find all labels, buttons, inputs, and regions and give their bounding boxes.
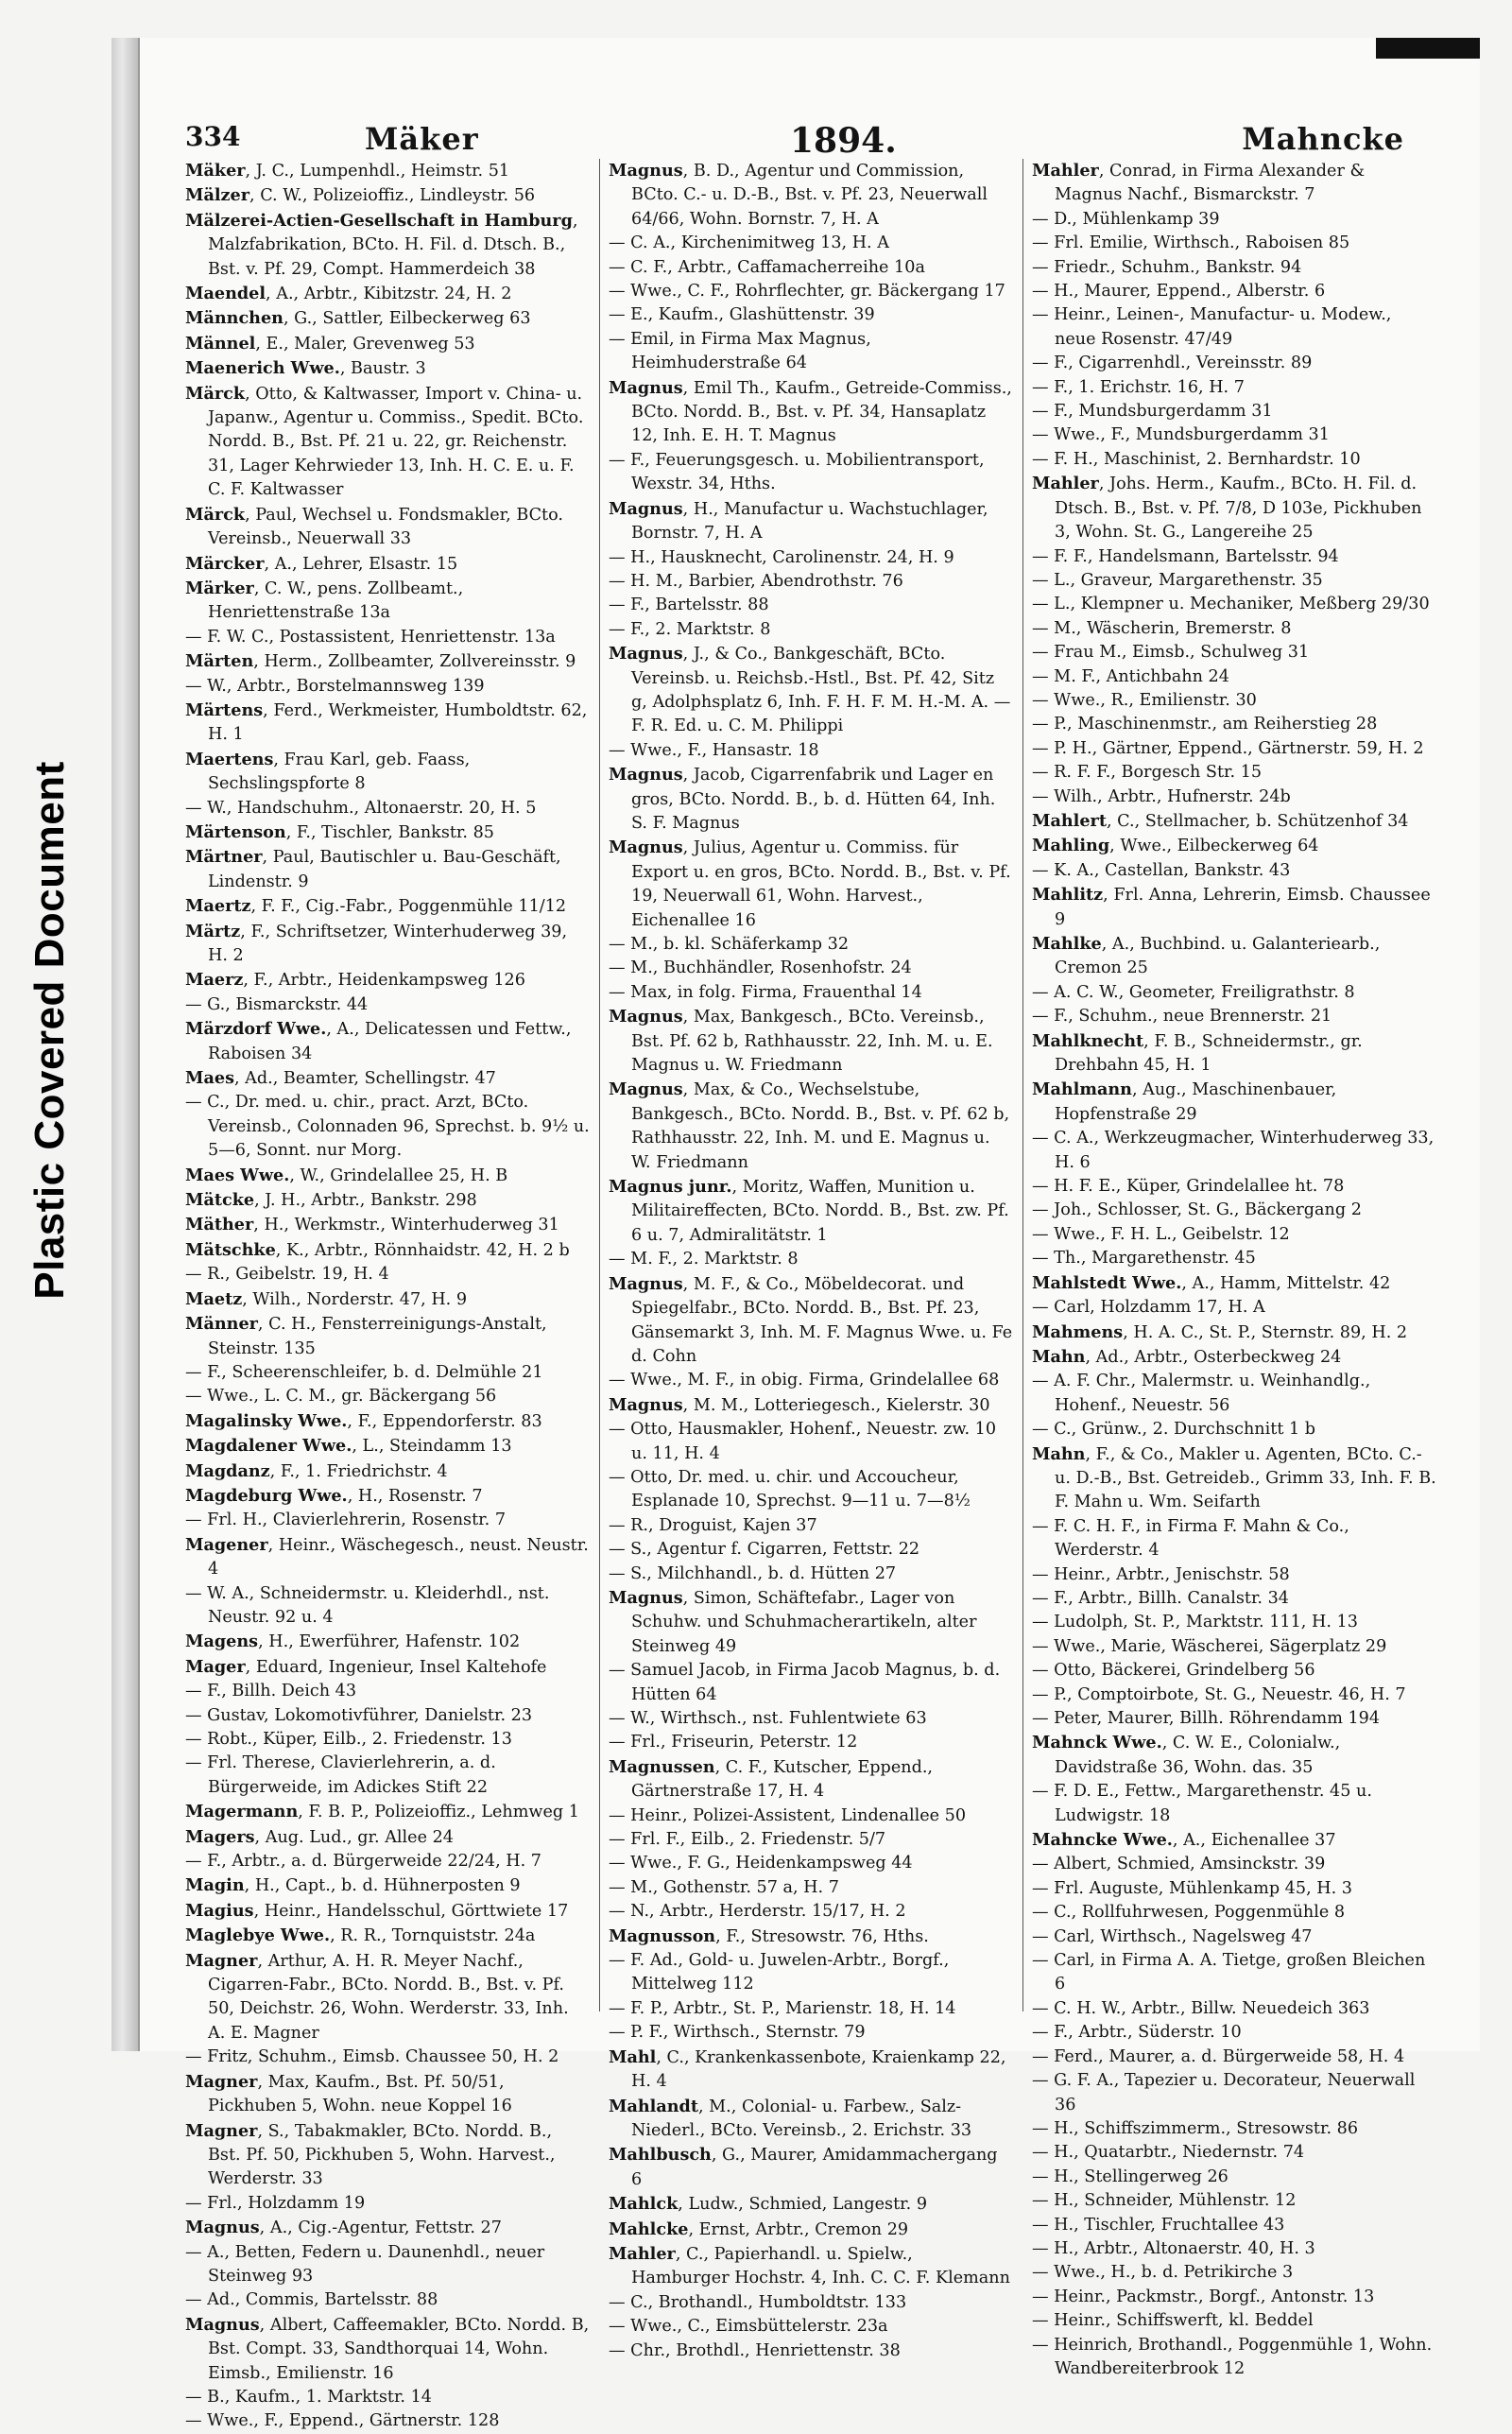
directory-entry: Magius, Heinr., Handelsschul, Görttwiete 17 [185,1900,569,1921]
page-number: 334 [185,121,241,152]
directory-entry: Männel, E., Maler, Grevenweg 53 [185,333,475,354]
directory-entry: — Otto, Bäckerei, Grindelberg 56 [1032,1661,1315,1681]
side-label-text: Plastic Covered Document [26,761,73,1300]
directory-entry: Magnus, Max, Bankgesch., BCto. Vereinsb., Bst. Pf. 62 b, Rathhausstr. 22, Inh. M. u. E. Magnus u. W. Friedmann [609,1007,993,1076]
entry-name: Mahn [1032,1443,1086,1464]
directory-entry: — K. A., Castellan, Bankstr. 43 [1032,860,1291,880]
directory-entry: Maertz, F. F., Cig.-Fabr., Poggenmühle 11/12 [185,896,567,917]
directory-entry: Magermann, F. B. P., Polizeioffiz., Lehmweg 1 [185,1802,579,1822]
directory-entry: — F., Billh. Deich 43 [185,1682,357,1701]
entry-name: Maertens [185,749,274,769]
entry-name: Männel [185,333,256,354]
directory-entry: Magnus, Jacob, Cigarrenfabrik und Lager en gros, BCto. Nordd. B., b. d. Hütten 64, Inh. S. F. Magnus [609,765,996,833]
entry-name: Märck [185,383,246,404]
directory-entry: — L., Graveur, Margarethenstr. 35 [1032,570,1323,590]
directory-entry: — Heinr., Polizei-Assistent, Lindenallee 50 [609,1805,967,1825]
directory-entry: Magalinsky Wwe., F., Eppendorferstr. 83 [185,1410,542,1431]
entry-name: Magin [185,1875,245,1896]
directory-entry: Mahlert, C., Stellmacher, b. Schützenhof 34 [1032,810,1409,831]
directory-entry: — F. W. C., Postassistent, Henriettenstr. 13a [185,627,556,647]
directory-entry: — Ad., Commis, Bartelsstr. 88 [185,2290,438,2310]
entry-name: Mahlbusch [609,2145,712,2166]
column-divider [1022,159,1023,2011]
directory-entry: Magdeburg Wwe., H., Rosenstr. 7 [185,1485,483,1506]
directory-entry: Magnus junr., Moritz, Waffen, Munition u. Militaireffecten, BCto. Nordd. B., Bst. zw. Pf. 6 u. 7, Admiralitätstr. 1 [609,1177,1009,1245]
directory-entry: — Gustav, Lokomotivführer, Danielstr. 23 [185,1705,533,1725]
directory-entry: — H. F. E., Küper, Grindelallee ht. 78 [1032,1177,1345,1197]
directory-entry: — Heinr., Schiffswerft, kl. Beddel [1032,2311,1314,2331]
column-divider [599,159,600,2011]
directory-entry: Mälzerei-Actien-Gesellschaft in Hamburg, Malzfabrikation, BCto. H. Fil. d. Dtsch. B., Bst. v. Pf. 29, Compt. Hammerdeich 38 [185,210,578,279]
directory-entry: Märtner, Paul, Bautischler u. Bau-Geschäft, Lindenstr. 9 [185,847,561,891]
column-2 [609,159,1013,2360]
entry-name: Magnus [609,765,683,785]
entry-name: Märzdorf Wwe. [185,1019,327,1040]
directory-entry: — P., Maschinenmstr., am Reiherstieg 28 [1032,715,1378,734]
entry-name: Magius [185,1900,254,1921]
directory-entry: — P., Comptoirbote, St. G., Neuestr. 46, H. 7 [1032,1684,1406,1704]
directory-entry: — F., 2. Marktstr. 8 [609,619,771,639]
entry-name: Mahlert [1032,810,1107,831]
entry-name: Märtenson [185,821,286,842]
directory-entry: Maetz, Wilh., Norderstr. 47, H. 9 [185,1288,468,1309]
directory-entry: — Wwe., Marie, Wäscherei, Sägerplatz 29 [1032,1636,1387,1656]
directory-entry: — Wwe., R., Emilienstr. 30 [1032,690,1257,710]
entry-name: Mätcke [185,1190,255,1211]
entry-name: Magdeburg Wwe. [185,1485,348,1506]
directory-entry: — S., Agentur f. Cigarren, Fettstr. 22 [609,1540,920,1560]
entry-name: Mahler [609,2243,676,2264]
header-left-keyword: Mäker [365,121,479,157]
directory-entry: Magner, S., Tabakmakler, BCto. Nordd. B., Bst. Pf. 50, Pickhuben 5, Wohn. Harvest., Werderstr. 33 [185,2120,556,2189]
corner-mark [1376,38,1480,59]
directory-entry: — Otto, Hausmakler, Hohenf., Neuestr. zw. 10 u. 11, H. 4 [609,1420,997,1463]
directory-entry: Magnus, M. F., & Co., Möbeldecorat. und Spiegelfabr., BCto. Nordd. B., Bst. Pf. 23, Gänsemarkt 3, Inh. M. F. Magnus Wwe. u. Fe d. Cohn [609,1273,1013,1366]
directory-entry: Magnus, Albert, Caffeemakler, BCto. Nordd. B, Bst. Compt. 33, Sandthorquai 14, Wohn. Eimsb., Emilienstr. 16 [185,2314,590,2383]
directory-entry: Märker, C. W., pens. Zollbeamt., Henriettenstraße 13a [185,578,464,623]
directory-entry: — G., Bismarckstr. 44 [185,994,369,1014]
directory-entry: — Carl, Holzdamm 17, H. A [1032,1298,1265,1318]
directory-entry: — Wilh., Arbtr., Hufnerstr. 24b [1032,786,1291,806]
entry-name: Mager [185,1656,246,1677]
directory-entry: Märtens, Ferd., Werkmeister, Humboldtstr. 62, H. 1 [185,699,588,745]
entry-name: Maes [185,1068,234,1089]
directory-entry: — Frl. Therese, Clavierlehrerin, a. d. Bürgerweide, im Adickes Stift 22 [185,1753,496,1797]
entry-name: Märker [185,578,254,598]
directory-entry: — C., Dr. med. u. chir., pract. Arzt, BCto. Vereinsb., Colonnaden 96, Sprechst. b. 9½ u. 5—6, Sonnt. nur Morg. [185,1093,590,1161]
directory-entry: — H. M., Barbier, Abendrothstr. 76 [609,571,903,591]
directory-entry: Männer, C. H., Fensterreinigungs-Anstalt, Steinstr. 135 [185,1314,547,1358]
directory-entry: — D., Mühlenkamp 39 [1032,209,1220,229]
directory-entry: Mahmens, H. A. C., St. P., Sternstr. 89, H. 2 [1032,1321,1408,1342]
directory-entry: Märck, Paul, Wechsel u. Fondsmakler, BCto. Vereinsb., Neuerwall 33 [185,504,564,549]
directory-entry: — A., Betten, Federn u. Daunenhdl., neuer Steinweg 93 [185,2242,545,2286]
entry-name: Mahlcke [609,2218,689,2239]
directory-entry: Mahler, Conrad, in Firma Alexander & Magnus Nachf., Bismarckstr. 7 [1032,161,1366,205]
directory-entry: — A. F. Chr., Malermstr. u. Weinhandlg., Hohenf., Neuestr. 56 [1032,1372,1371,1415]
directory-entry: — F., Mundsburgerdamm 31 [1032,402,1273,422]
entry-name: Mahler [1032,474,1099,494]
directory-entry: — Chr., Brothdl., Henriettenstr. 38 [609,2340,901,2360]
entry-name: Magermann [185,1802,299,1822]
directory-entry: Magnus, Simon, Schäftefabr., Lager von Schuhw. und Schuhmacherartikeln, alter Steinweg 49 [609,1587,977,1656]
directory-entry: Mätcke, J. H., Arbtr., Bankstr. 298 [185,1190,477,1211]
directory-entry: — Wwe., H., b. d. Petrikirche 3 [1032,2263,1294,2283]
entry-name: Magner [185,2071,258,2092]
directory-entry: Magener, Heinr., Wäschegesch., neust. Neustr. 4 [185,1534,589,1580]
entry-name: Mahlke [1032,934,1102,954]
directory-entry: — M. F., 2. Marktstr. 8 [609,1250,799,1269]
directory-entry: — Carl, Wirthsch., Nagelsweg 47 [1032,1926,1313,1946]
entry-name: Märtens [185,699,264,720]
directory-entry: — C., Grünw., 2. Durchschnitt 1 b [1032,1420,1316,1440]
directory-entry: — C., Brothandl., Humboldtstr. 133 [609,2292,907,2312]
directory-entry: — R., Droguist, Kajen 37 [609,1515,817,1535]
entry-name: Mahlstedt Wwe. [1032,1272,1182,1293]
entry-name: Märten [185,651,254,672]
directory-entry: — W., Wirthsch., nst. Fuhlentwiete 63 [609,1709,927,1728]
directory-entry: — F. F., Handelsmann, Bartelsstr. 94 [1032,546,1339,566]
directory-columns [185,159,1442,2431]
entry-name: Männchen [185,308,284,329]
directory-entry: — Emil, in Firma Max Magnus, Heimhuderstraße 64 [609,329,871,373]
entry-name: Märtner [185,847,263,868]
directory-entry: — F., Arbtr., a. d. Bürgerweide 22/24, H. 7 [185,1852,541,1872]
entry-name: Magnus [609,644,683,665]
directory-entry: — Frl., Holzdamm 19 [185,2193,366,2213]
directory-entry: Maenerich Wwe., Baustr. 3 [185,358,426,379]
directory-entry: Mahlitz, Frl. Anna, Lehrerin, Eimsb. Chaussee 9 [1032,885,1431,929]
entry-name: Maertz [185,896,251,917]
directory-entry: — F. H., Maschinist, 2. Bernhardstr. 10 [1032,449,1361,469]
directory-entry: Mahlbusch, G., Maurer, Amidammachergang 6 [609,2145,998,2189]
entry-name: Magner [185,1950,258,1971]
directory-entry: — R. F. F., Borgesch Str. 15 [1032,763,1263,783]
entry-name: Mahling [1032,836,1110,856]
directory-entry: Magnusson, F., Stresowstr. 76, Hths. [609,1925,929,1946]
directory-entry: Mahlknecht, F. B., Schneidermstr., gr. Drehbahn 45, H. 1 [1032,1030,1363,1076]
directory-entry: Magdanz, F., 1. Friedrichstr. 4 [185,1460,448,1481]
directory-entry: Mahlmann, Aug., Maschinenbauer, Hopfenstraße 29 [1032,1079,1337,1124]
directory-entry: — H., Arbtr., Altonaerstr. 40, H. 3 [1032,2238,1315,2258]
directory-entry: — H., Quatarbtr., Niedernstr. 74 [1032,2143,1305,2163]
entry-name: Mahlck [609,2194,679,2215]
directory-entry: Mahlandt, M., Colonial- u. Farbew., Salz- Niederl., BCto. Vereinsb., 2. Erichstr. 33 [609,2096,972,2140]
directory-entry: — Otto, Dr. med. u. chir. und Accoucheur, Esplanade 10, Sprechst. 9—11 u. 7—8½ [609,1467,971,1511]
directory-entry: — Heinr., Leinen-, Manufactur- u. Modew., neue Rosenstr. 47/49 [1032,305,1392,349]
directory-entry: Maes Wwe., W., Grindelallee 25, H. B [185,1165,508,1185]
directory-entry: — C. F., Arbtr., Caffamacherreihe 10a [609,257,925,277]
entry-name: Mälzer [185,185,250,206]
directory-entry: — N., Arbtr., Herderstr. 15/17, H. 2 [609,1902,906,1922]
directory-entry: — Wwe., F., Mundsburgerdamm 31 [1032,425,1330,445]
entry-name: Magnus junr. [609,1177,732,1198]
directory-entry: — C. A., Kirchenimitweg 13, H. A [609,233,889,253]
directory-entry: — B., Kaufm., 1. Marktstr. 14 [185,2387,433,2407]
directory-entry: Magnus, Julius, Agentur u. Commiss. für Export u. en gros, BCto. Nordd. B., Bst. v. Pf. 19, Neuerwall 61, Wohn. Harvest., Eichenallee 16 [609,837,1011,930]
directory-entry: — Max, in folg. Firma, Frauenthal 14 [609,982,922,1002]
entry-name: Mätschke [185,1239,276,1260]
entry-name: Magdanz [185,1460,270,1481]
directory-entry: — H., Schiffszimmerm., Stresowstr. 86 [1032,2118,1359,2138]
directory-entry: Mäther, H., Werkmstr., Winterhuderweg 31 [185,1215,559,1235]
directory-entry: — C., Rollfuhrwesen, Poggenmühle 8 [1032,1903,1346,1923]
directory-entry: Magnus, H., Manufactur u. Wachstuchlager, Bornstr. 7, H. A [609,498,988,544]
directory-entry: — C. H. W., Arbtr., Billw. Neuedeich 363 [1032,1998,1370,2018]
directory-entry: — F., 1. Erichstr. 16, H. 7 [1032,377,1245,397]
directory-entry: — S., Milchhandl., b. d. Hütten 27 [609,1563,897,1583]
directory-entry: — M., Wäscherin, Bremerstr. 8 [1032,618,1292,638]
directory-entry: Mahl, C., Krankenkassenbote, Kraienkamp 22, H. 4 [609,2046,1006,2092]
directory-entry: — W., Handschuhm., Altonaerstr. 20, H. 5 [185,798,537,818]
directory-entry: — H., Stellingerweg 26 [1032,2166,1228,2186]
directory-entry: — Carl, in Firma A. A. Tietge, großen Bleichen 6 [1032,1951,1426,1994]
directory-entry: — Wwe., C. F., Rohrflechter, gr. Bäckergang 17 [609,282,1005,302]
directory-entry: Magnus, Max, & Co., Wechselstube, Bankgesch., BCto. Nordd. B., Bst. v. Pf. 62 b, Rathhausstr. 22, Inh. M. und E. Magnus u. W. Friedmann [609,1079,1010,1172]
entry-name: Männer [185,1314,258,1335]
directory-entry: — Heinrich, Brothandl., Poggenmühle 1, Wohn. Wandbereiterbrook 12 [1032,2335,1433,2378]
entry-name: Magnus [609,837,683,858]
directory-entry: — F., Schuhm., neue Brennerstr. 21 [1032,1007,1332,1027]
directory-entry: Magner, Arthur, A. H. R. Meyer Nachf., Cigarren-Fabr., BCto. Nordd. B., Bst. v. Pf. 50, Deichstr. 26, Wohn. Werderstr. 33, Inh. A. E. Magner [185,1950,569,2043]
directory-entry: Magnus, M. M., Lotteriegesch., Kielerstr. 30 [609,1394,990,1415]
entry-name: Magnus [185,2218,260,2238]
directory-entry: — L., Klempner u. Mechaniker, Meßberg 29/30 [1032,595,1430,614]
directory-entry: Märtz, F., Schriftsetzer, Winterhuderweg 39, H. 2 [185,921,568,965]
entry-name: Mahlandt [609,2096,698,2116]
directory-entry: Magnus, A., Cig.-Agentur, Fettstr. 27 [185,2218,502,2238]
directory-entry: — H., Tischler, Fruchtallee 43 [1032,2215,1285,2235]
directory-entry: — P. H., Gärtner, Eppend., Gärtnerstr. 59, H. 2 [1032,738,1424,758]
entry-name: Märck [185,504,246,525]
directory-entry: — W. A., Schneidermstr. u. Kleiderhdl., nst. Neustr. 92 u. 4 [185,1583,550,1627]
directory-entry: — F., Arbtr., Billh. Canalstr. 34 [1032,1588,1290,1608]
directory-entry: — Friedr., Schuhm., Bankstr. 94 [1032,257,1302,277]
directory-entry: — H., Maurer, Eppend., Alberstr. 6 [1032,282,1326,302]
directory-entry: Märck, Otto, & Kaltwasser, Import v. China- u. Japanw., Agentur u. Commiss., Spedit. BCto. Nordd. B., Bst. Pf. 21 u. 22, gr. Reichenstr. 31, Lager Kehrwieder 13, Inh. H. C. E. u. F. C. F. Kaltwasser [185,383,584,500]
directory-entry: Maes, Ad., Beamter, Schellingstr. 47 [185,1068,496,1089]
entry-name: Magnus [609,1079,683,1100]
directory-entry: Maglebye Wwe., R. R., Tornquiststr. 24a [185,1925,536,1946]
directory-entry: — Frl. Auguste, Mühlenkamp 45, H. 3 [1032,1878,1352,1898]
column-1 [185,159,590,2431]
directory-entry: — Robt., Küper, Eilb., 2. Friedenstr. 13 [185,1730,512,1749]
directory-entry: Mahnck Wwe., C. W. E., Colonialw., Davidstraße 36, Wohn. das. 35 [1032,1733,1341,1777]
directory-entry: — Ludolph, St. P., Marktstr. 111, H. 13 [1032,1613,1358,1632]
directory-entry: Mätschke, K., Arbtr., Rönnhaidstr. 42, H. 2 b [185,1239,570,1260]
directory-entry: Magens, H., Ewerführer, Hafenstr. 102 [185,1631,521,1652]
entry-name: Märcker [185,553,265,574]
directory-entry: — F., Scheerenschleifer, b. d. Delmühle 21 [185,1362,543,1382]
entry-name: Magalinsky Wwe. [185,1410,348,1431]
directory-entry: — Th., Margarethenstr. 45 [1032,1249,1256,1269]
entry-name: Maes Wwe. [185,1165,290,1185]
directory-entry: — Heinr., Arbtr., Jenischstr. 58 [1032,1564,1290,1584]
entry-name: Magner [185,2120,258,2141]
directory-entry: Magnus, Emil Th., Kaufm., Getreide-Commiss., BCto. Nordd. B., Bst. v. Pf. 34, Hansaplatz 12, Inh. E. H. T. Magnus [609,377,1012,446]
directory-entry: — Samuel Jacob, in Firma Jacob Magnus, b. d. Hütten 64 [609,1661,1001,1704]
directory-entry: — H., Hausknecht, Carolinenstr. 24, H. 9 [609,547,954,567]
entry-name: Magnus [609,161,683,181]
directory-entry: — F. Ad., Gold- u. Juwelen-Arbtr., Borgf., Mittelweg 112 [609,1951,950,1994]
entry-name: Mälzerei-Actien-Gesellschaft in Hamburg [185,210,573,231]
entry-name: Mahn [1032,1346,1086,1367]
directory-entry: — G. F. A., Tapezier u. Decorateur, Neuerwall 36 [1032,2071,1416,2115]
directory-entry: — Wwe., F. H. L., Geibelstr. 12 [1032,1224,1290,1244]
directory-entry: — P. F., Wirthsch., Sternstr. 79 [609,2023,866,2043]
directory-page [138,38,1480,2431]
entry-name: Magnus [609,1394,683,1415]
directory-entry: Magnus, J., & Co., Bankgeschäft, BCto. Vereinsb. u. Reichsb.-Hstl., Bst. Pf. 42, Sitz g, Adolphsplatz 6, Inh. F. H. F. M. H.-M. A. — F. R. Ed. u. C. M. Philippi [609,644,1011,736]
directory-entry: — F., Bartelsstr. 88 [609,596,769,615]
directory-entry: — F. P., Arbtr., St. P., Marienstr. 18, H. 14 [609,1998,956,2018]
directory-entry: — Peter, Maurer, Billh. Röhrendamm 194 [1032,1709,1381,1728]
directory-entry: — M., b. kl. Schäferkamp 32 [609,935,850,954]
column-3 [1032,159,1436,2378]
entry-name: Magnus [609,498,683,519]
directory-entry: Mahlcke, Ernst, Arbtr., Cremon 29 [609,2218,909,2239]
entry-name: Mahlmann [1032,1079,1132,1100]
entry-name: Maendel [185,284,266,304]
directory-entry: — R., Geibelstr. 19, H. 4 [185,1265,389,1285]
directory-entry: Mahlck, Ludw., Schmied, Langestr. 9 [609,2194,928,2215]
directory-entry: — Heinr., Packmstr., Borgf., Antonstr. 13 [1032,2287,1375,2306]
entry-name: Maglebye Wwe. [185,1925,331,1946]
directory-entry: Maertens, Frau Karl, geb. Faass, Sechslingspforte 8 [185,749,471,794]
entry-name: Magnussen [609,1756,715,1777]
entry-name: Mahlknecht [1032,1030,1144,1051]
directory-entry: Mälzer, C. W., Polizeioffiz., Lindleystr. 56 [185,185,536,206]
directory-entry: — Wwe., F., Hansastr. 18 [609,740,819,760]
directory-entry: — Frl. F., Eilb., 2. Friedenstr. 5/7 [609,1830,886,1850]
directory-entry: — E., Kaufm., Glashüttenstr. 39 [609,305,875,325]
directory-entry: Magers, Aug. Lud., gr. Allee 24 [185,1826,454,1847]
directory-entry: Märten, Herm., Zollbeamter, Zollvereinsstr. 9 [185,651,576,672]
directory-entry: — A. C. W., Geometer, Freiligrathstr. 8 [1032,982,1355,1002]
book-spine-edge [112,38,138,2051]
directory-entry: Mahler, C., Papierhandl. u. Spielw., Hamburger Hochstr. 4, Inh. C. C. F. Klemann [609,2243,1010,2288]
entry-name: Magnus [609,377,683,398]
directory-entry: — M., Buchhändler, Rosenhofstr. 24 [609,958,912,978]
entry-name: Mäther [185,1215,254,1235]
directory-entry: Magdalener Wwe., L., Steindamm 13 [185,1436,512,1457]
directory-entry: Mahler, Johs. Herm., Kaufm., BCto. H. Fil. d. Dtsch. B., Bst. v. Pf. 7/8, D 103e, Pickhuben 3, Wohn. St. G., Langereihe 25 [1032,474,1422,543]
directory-entry: Märzdorf Wwe., A., Delicatessen und Fettw., Raboisen 34 [185,1019,572,1063]
directory-entry: — M. F., Antichbahn 24 [1032,666,1229,686]
directory-entry: — Wwe., F. G., Heidenkampsweg 44 [609,1854,913,1873]
entry-name: Magers [185,1826,255,1847]
directory-entry: — Frl. Emilie, Wirthsch., Raboisen 85 [1032,233,1350,253]
directory-entry: — Wwe., L. C. M., gr. Bäckergang 56 [185,1387,497,1407]
directory-entry: — Frl. H., Clavierlehrerin, Rosenstr. 7 [185,1510,507,1530]
directory-entry: Magin, H., Capt., b. d. Hühnerposten 9 [185,1875,521,1896]
entry-name: Mahl [609,2046,657,2067]
entry-name: Maenerich Wwe. [185,358,340,379]
directory-entry: Maendel, A., Arbtr., Kibitzstr. 24, H. 2 [185,284,512,304]
directory-entry: — Frl., Friseurin, Peterstr. 12 [609,1733,858,1752]
directory-entry: — F. C. H. F., in Firma F. Mahn & Co., Werderstr. 4 [1032,1516,1349,1561]
directory-entry: Mahn, Ad., Arbtr., Osterbeckweg 24 [1032,1346,1342,1367]
directory-entry: — F. D. E., Fettw., Margarethenstr. 45 u. Ludwigstr. 18 [1032,1782,1372,1825]
directory-entry: — F., Feuerungsgesch. u. Mobilientransport, Wexstr. 34, Hths. [609,450,985,494]
directory-entry: Maerz, F., Arbtr., Heidenkampsweg 126 [185,970,525,991]
directory-entry: Mahlke, A., Buchbind. u. Galanteriearb., Cremon 25 [1032,934,1381,978]
directory-entry: Mahn, F., & Co., Makler u. Agenten, BCto. C.- u. D.-B., Bst. Getreideb., Grimm 33, Inh. F. B. F. Mahn u. Wm. Seifarth [1032,1443,1436,1512]
entry-name: Magens [185,1631,259,1652]
entry-name: Magnus [609,1273,683,1294]
entry-name: Mäker [185,161,246,181]
entry-name: Magnusson [609,1925,716,1946]
entry-name: Mahler [1032,161,1099,181]
directory-entry: — Albert, Schmied, Amsinckstr. 39 [1032,1855,1326,1874]
entry-name: Magnus [609,1587,683,1608]
header-year: 1894. [790,121,897,161]
directory-entry: Magnussen, C. F., Kutscher, Eppend., Gärtnerstraße 17, H. 4 [609,1756,934,1802]
entry-name: Maetz [185,1288,243,1309]
directory-entry: — Fritz, Schuhm., Eimsb. Chaussee 50, H. 2 [185,2047,559,2067]
entry-name: Mahlitz [1032,885,1104,906]
entry-name: Magener [185,1534,268,1555]
entry-name: Mahncke Wwe. [1032,1830,1173,1851]
header-right-keyword: Mahncke [1242,121,1404,157]
directory-entry: — Wwe., M. F., in obig. Firma, Grindelallee 68 [609,1371,1000,1390]
entry-name: Mahnck Wwe. [1032,1733,1162,1753]
directory-entry: Mager, Eduard, Ingenieur, Insel Kaltehofe [185,1656,547,1677]
entry-name: Maerz [185,970,244,991]
directory-entry: Märtenson, F., Tischler, Bankstr. 85 [185,821,494,842]
directory-entry: — F., Cigarrenhdl., Vereinsstr. 89 [1032,354,1313,373]
entry-name: Magnus [185,2314,260,2335]
directory-entry: — C. A., Werkzeugmacher, Winterhuderweg 33, H. 6 [1032,1129,1435,1172]
directory-entry: Männchen, G., Sattler, Eilbeckerweg 63 [185,308,531,329]
directory-entry: Mahncke Wwe., A., Eichenallee 37 [1032,1830,1336,1851]
directory-entry: — Frau M., Eimsb., Schulweg 31 [1032,643,1310,663]
plastic-covered-label [17,38,83,2023]
directory-entry: — Wwe., C., Eimsbüttelerstr. 23a [609,2317,888,2337]
directory-entry: — W., Arbtr., Borstelmannsweg 139 [185,676,485,696]
directory-entry: Mahling, Wwe., Eilbeckerweg 64 [1032,836,1319,856]
directory-entry: — Wwe., F., Eppend., Gärtnerstr. 128 [185,2411,500,2431]
entry-name: Märtz [185,921,241,941]
entry-name: Mahmens [1032,1321,1124,1342]
directory-entry: — H., Schneider, Mühlenstr. 12 [1032,2191,1297,2211]
directory-entry: Magner, Max, Kaufm., Bst. Pf. 50/51, Pickhuben 5, Wohn. neue Koppel 16 [185,2071,512,2116]
directory-entry: — Ferd., Maurer, a. d. Bürgerweide 58, H. 4 [1032,2046,1405,2066]
directory-entry: Mahlstedt Wwe., A., Hamm, Mittelstr. 42 [1032,1272,1391,1293]
directory-entry: Märcker, A., Lehrer, Elsastr. 15 [185,553,458,574]
directory-entry: — M., Gothenstr. 57 a, H. 7 [609,1877,839,1897]
directory-entry: — Joh., Schlosser, St. G., Bäckergang 2 [1032,1200,1362,1220]
entry-name: Magdalener Wwe. [185,1436,352,1457]
directory-entry: — F., Arbtr., Süderstr. 10 [1032,2023,1242,2043]
entry-name: Magnus [609,1007,683,1027]
directory-entry: Mäker, J. C., Lumpenhdl., Heimstr. 51 [185,161,510,181]
directory-entry: Magnus, B. D., Agentur und Commission, BCto. C.- u. D.-B., Bst. v. Pf. 23, Neuerwall 64/66, Wohn. Bornstr. 7, H. A [609,161,988,229]
